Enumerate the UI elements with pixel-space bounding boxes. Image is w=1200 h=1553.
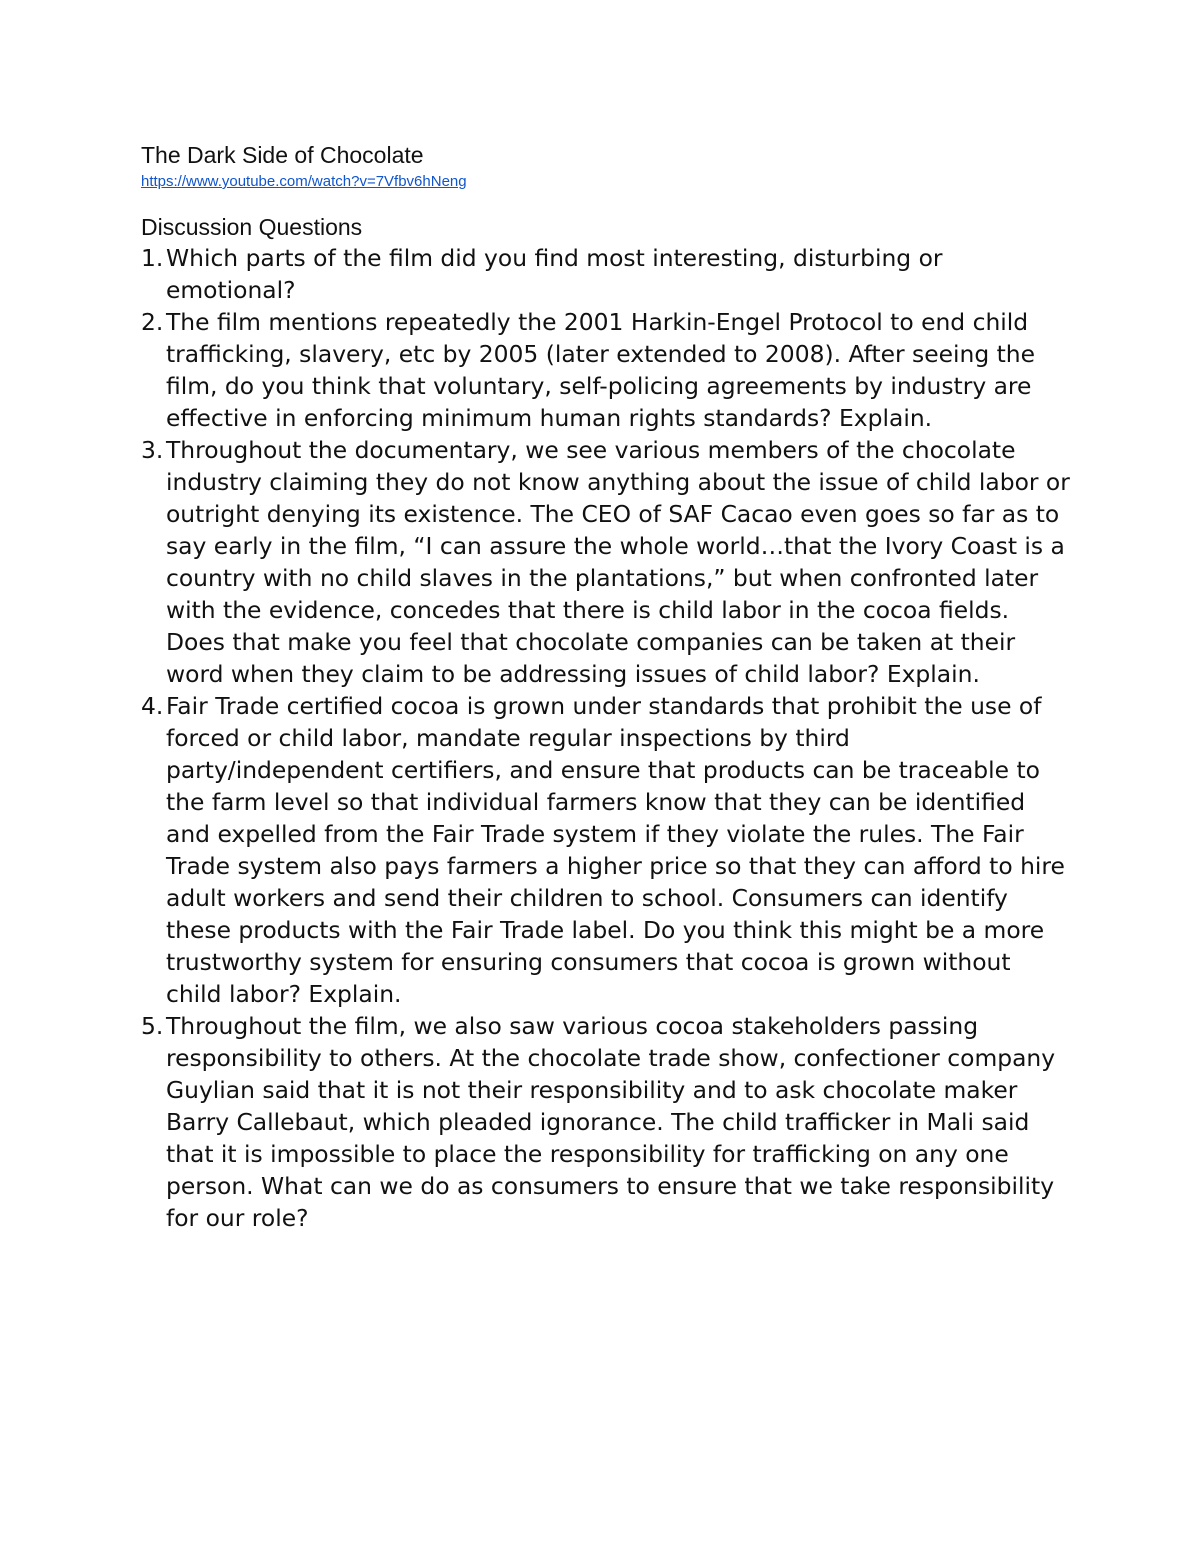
question-number: 1. [141, 244, 164, 272]
question-text: The film mentions repeatedly the 2001 Harkin-Engel Protocol to end child trafficking, slavery, etc by 2005 (later extended to 2008). After seeing the film, do you think that voluntary, self-policing agreements by industry are effective in enforcing minimum human rights standards? Explain. [166, 308, 1036, 432]
questions-list [141, 242, 1071, 1234]
question-number: 2. [141, 308, 164, 336]
video-link[interactable]: https://www.youtube.com/watch?v=7Vfbv6hNeng [141, 173, 467, 190]
list-item [141, 690, 1071, 1010]
list-item [141, 306, 1071, 434]
question-text: Throughout the film, we also saw various cocoa stakeholders passing responsibility to others. At the chocolate trade show, confectioner company Guylian said that it is not their responsibility and to ask chocolate maker Barry Callebaut, which pleaded ignorance. The child trafficker in Mali said that it is impossible to place the responsibility for trafficking on any one person. What can we do as consumers to ensure that we take responsibility for our role? [166, 1012, 1056, 1232]
question-text: Which parts of the film did you find most interesting, disturbing or emotional? [166, 244, 943, 304]
list-item [141, 242, 1071, 306]
document-title: The Dark Side of Chocolate [141, 142, 424, 168]
question-text: Throughout the documentary, we see various members of the chocolate industry claiming they do not know anything about the issue of child labor or outright denying its existence. The CEO of SAF Cacao even goes so far as to say early in the film, “I can assure the whole world…that the Ivory Coast is a country with no child slaves in the plantations,” but when confronted later with the evidence, concedes that there is child labor in the cocoa fields. Does that make you feel that chocolate companies can be taken at their word when they claim to be addressing issues of child labor? Explain. [166, 436, 1070, 688]
list-item [141, 1010, 1071, 1234]
section-heading: Discussion Questions [141, 214, 363, 240]
document-page [141, 140, 1071, 1234]
question-number: 5. [141, 1012, 164, 1040]
list-item [141, 434, 1071, 690]
question-number: 3. [141, 436, 164, 464]
question-text: Fair Trade certified cocoa is grown under standards that prohibit the use of forced or child labor, mandate regular inspections by third party/independent certifiers, and ensure that products can be traceable to the farm level so that individual farmers know that they can be identified and expelled from the Fair Trade system if they violate the rules. The Fair Trade system also pays farmers a higher price so that they can afford to hire adult workers and send their children to school. Consumers can identify these products with the Fair Trade label. Do you think this might be a more trustworthy system for ensuring consumers that cocoa is grown without child labor? Explain. [166, 692, 1065, 1008]
question-number: 4. [141, 692, 164, 720]
